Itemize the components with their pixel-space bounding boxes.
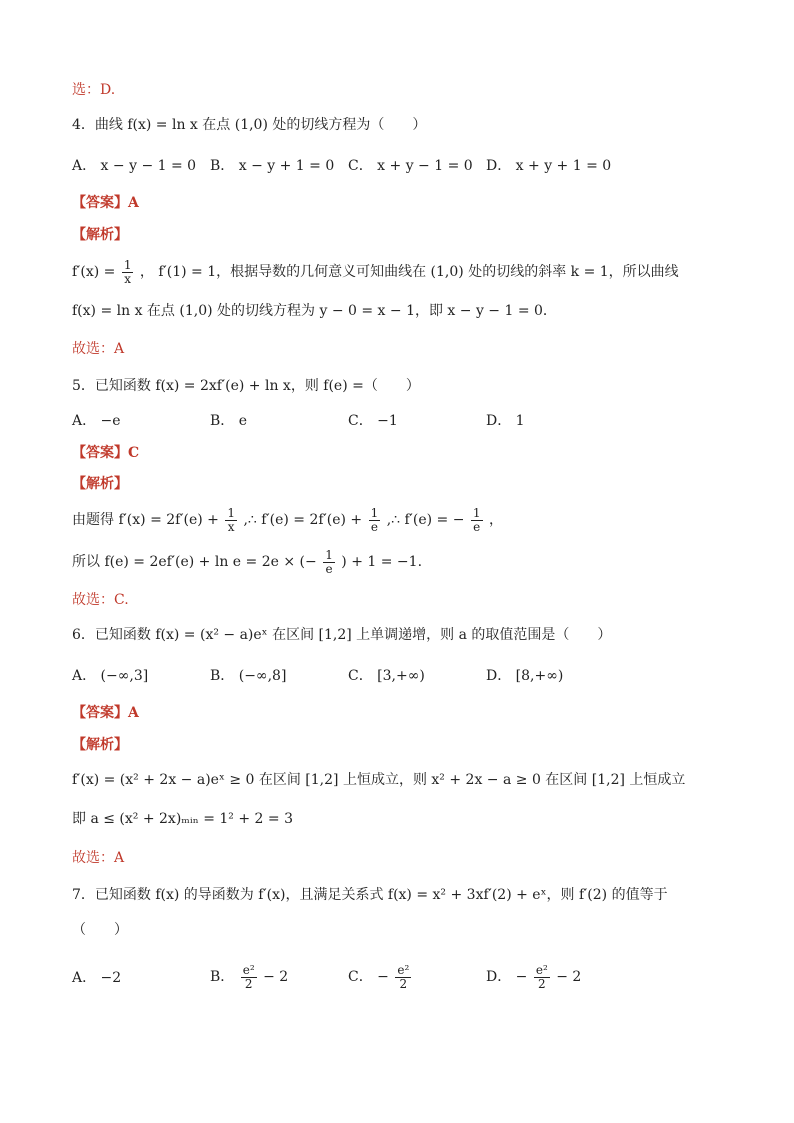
q6-option-a: A． (−∞,3] [72,668,149,684]
q5-analysis-tag: 【解析】 [72,476,128,492]
q6-choice: 故选：A [72,850,125,866]
q5-l2-frac [323,549,335,576]
q7-stem: 7．已知函数 f(x) 的导函数为 f′(x)，且满足关系式 f(x) = x² + 3xf′(2) + eˣ，则 f′(2) 的值等于 [72,887,668,903]
q5-l2-a: 所以 f(e) = 2ef′(e) + ln e = 2e × (− [72,554,317,570]
q7-option-b [210,958,288,996]
q5-option-c: C． −1 [348,413,398,429]
q5-l2-frac-den: e [325,561,333,576]
q5-option-a: A． −e [72,413,121,429]
q5-l1-frac3-den: e [473,519,481,534]
q7-option-c [348,958,413,996]
q6-analysis-tag: 【解析】 [72,737,128,753]
q6-option-c: C． [3,+∞) [348,668,425,684]
q4-analysis-line1 [72,257,679,287]
q5-l1-frac1 [225,507,237,534]
q7-optc-frac [395,964,411,991]
q5-l1-c: ,∴ f′(e) = − [386,512,465,528]
q5-l1-frac2 [369,507,381,534]
q7-option-a: A． −2 [72,970,122,986]
q5-l1-frac2-num: 1 [370,505,379,520]
q7-optb-den: 2 [244,976,253,991]
q4-stem: 4．曲线 f(x) = ln x 在点 (1,0) 处的切线方程为（ ） [72,117,427,133]
q4-option-b: B． x − y + 1 = 0 [210,158,335,174]
q7-optd-post: − 2 [556,969,582,985]
q5-option-d: D． 1 [486,413,525,429]
q4-analysis-line2: f(x) = ln x 在点 (1,0) 处的切线方程为 y − 0 = x − 1，即 x − y − 1 = 0． [72,303,557,319]
q5-l2-b: ) + 1 = −1. [341,554,423,570]
q4-option-a: A． x − y − 1 = 0 [72,158,197,174]
q7-optb-frac [241,964,257,991]
q5-option-b: B． e [210,413,248,429]
q5-choice: 故选：C. [72,592,129,608]
q5-analysis-line2 [72,547,422,577]
q5-l1-frac2-den: e [370,519,378,534]
q4-option-c: C． x + y − 1 = 0 [348,158,473,174]
q5-l1-d: ， [488,512,503,528]
q5-l2-frac-num: 1 [325,547,333,562]
q7-option-d [486,958,581,996]
q7-stem-cont: （ ） [72,922,128,938]
q4-a1-frac-den: x [124,271,132,286]
q5-stem: 5．已知函数 f(x) = 2xf′(e) + ln x，则 f(e) =（ ） [72,378,420,394]
q7-optd-frac [534,964,550,991]
q4-a1-fraction [122,259,134,286]
q5-l1-b: ,∴ f′(e) = 2f′(e) + [243,512,363,528]
q4-a1-post: ， f′(1) = 1，根据导数的几何意义可知曲线在 (1,0) 处的切线的斜率 k = 1，所以曲线 [139,264,679,280]
q7-optd-num: e² [535,962,548,977]
q7-optd-pre: D． − [486,969,528,985]
q7-optb-num: e² [242,962,255,977]
q6-analysis-line1: f′(x) = (x² + 2x − a)eˣ ≥ 0 在区间 [1,2] 上恒成立，则 x² + 2x − a ≥ 0 在区间 [1,2] 上恒成立 [72,772,686,788]
q5-answer-tag: 【答案】C [72,445,140,461]
q6-analysis-line2: 即 a ≤ (x² + 2x)ₘᵢₙ = 1² + 2 = 3 [72,811,293,827]
q7-optc-den: 2 [399,976,408,991]
q7-optc-num: e² [397,962,410,977]
q5-l1-frac3 [471,507,483,534]
q4-a1-frac-num: 1 [123,257,132,272]
q5-l1-frac1-den: x [227,519,235,534]
q6-stem: 6．已知函数 f(x) = (x² − a)eˣ 在区间 [1,2] 上单调递增，则 a 的取值范围是（ ） [72,627,612,643]
q5-l1-frac3-num: 1 [472,505,481,520]
q4-a1-pre: f′(x) = [72,264,116,280]
prev-choice: 选：D. [72,82,116,98]
q5-analysis-line1 [72,505,503,535]
q7-optb-post: − 2 [263,969,289,985]
q5-l1-frac1-num: 1 [227,505,236,520]
q7-optc-pre: C． − [348,969,389,985]
q6-option-b: B． (−∞,8] [210,668,287,684]
q4-analysis-tag: 【解析】 [72,227,128,243]
q4-option-d: D． x + y + 1 = 0 [486,158,612,174]
q6-option-d: D． [8,+∞) [486,668,564,684]
q5-l1-a: 由题得 f′(x) = 2f′(e) + [72,512,219,528]
q4-choice: 故选：A [72,341,125,357]
q7-optb-pre: B． [210,969,235,985]
q6-answer-tag: 【答案】A [72,705,139,721]
q4-answer-tag: 【答案】A [72,195,139,211]
q7-optd-den: 2 [538,976,546,991]
